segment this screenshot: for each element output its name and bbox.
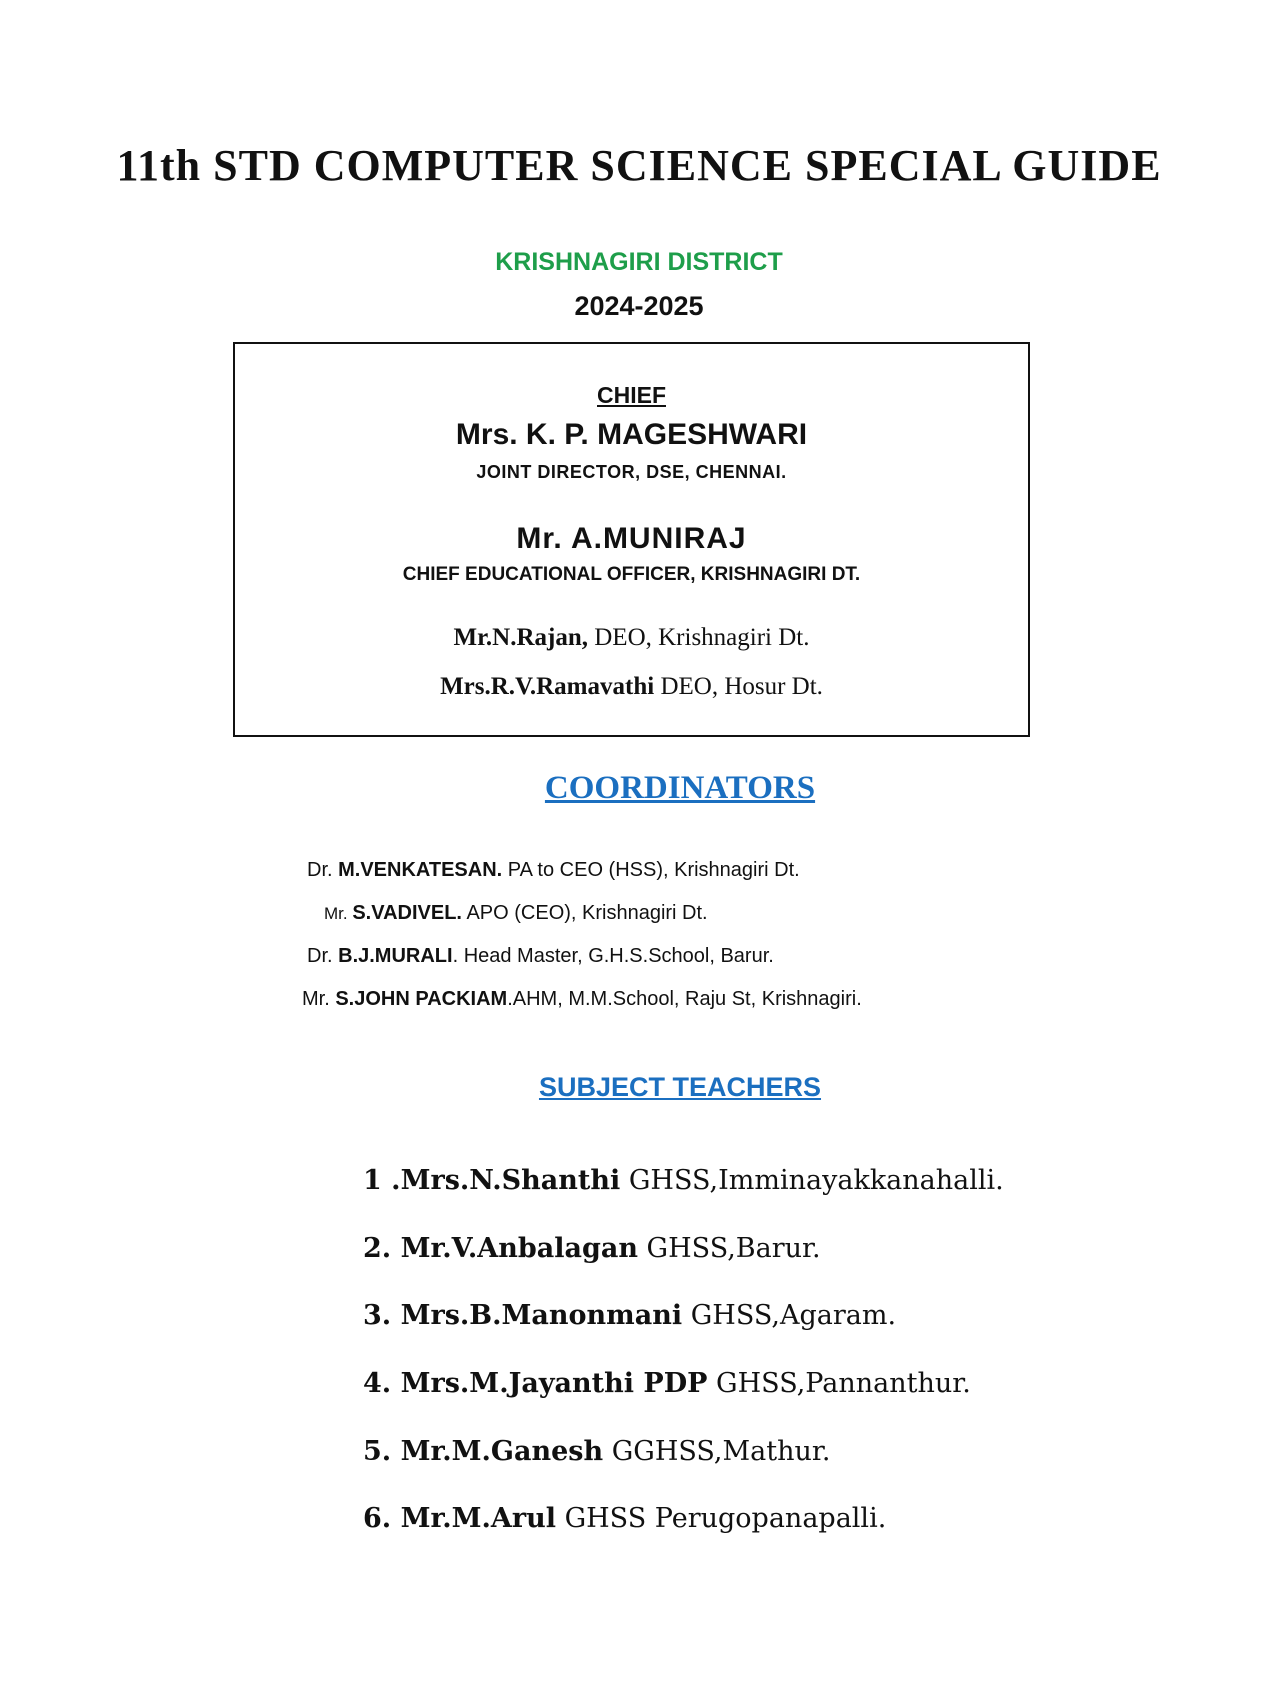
teacher-school: GHSS,Imminayakkanahalli. (620, 1165, 1004, 1196)
coordinators-heading: COORDINATORS (544, 770, 816, 806)
teacher-name: Mr.V.Anbalagan (400, 1233, 638, 1264)
teacher-item (363, 1503, 886, 1534)
chief-role: JOINT DIRECTOR, DSE, CHENNAI. (476, 462, 787, 482)
document-title: 11th STD COMPUTER SCIENCE SPECIAL GUIDE (116, 141, 1162, 190)
teacher-number: 2. (363, 1233, 401, 1264)
teacher-number: 5. (363, 1436, 401, 1467)
teacher-name: Mrs.B.Manonmani (400, 1300, 683, 1331)
teacher-item (363, 1233, 821, 1264)
teacher-item (363, 1300, 896, 1331)
ceo-role: CHIEF EDUCATIONAL OFFICER, KRISHNAGIRI DT. (402, 564, 861, 585)
deo-name: Mr.N.Rajan, (453, 624, 588, 651)
teacher-school: GHSS,Barur. (637, 1233, 821, 1264)
coordinator-name: S.JOHN PACKIAM (335, 988, 508, 1010)
teacher-school: GHSS,Pannanthur. (707, 1368, 971, 1399)
teacher-number: 1 . (363, 1165, 401, 1196)
teacher-school: GHSS Perugopanapalli. (555, 1503, 887, 1534)
chief-name: Mrs. K. P. MAGESHWARI (455, 418, 808, 451)
teacher-item (363, 1165, 1004, 1196)
deo-detail: DEO, Krishnagiri Dt. (588, 624, 810, 651)
coordinator-prefix: Mr. (324, 904, 353, 923)
ceo-name: Mr. A.MUNIRAJ (516, 522, 747, 555)
coordinator-prefix: Dr. (307, 859, 339, 881)
coordinator-detail: . Head Master, G.H.S.School, Barur. (452, 945, 774, 967)
coordinator-prefix: Mr. (302, 988, 336, 1010)
deo-detail: DEO, Hosur Dt. (654, 673, 823, 700)
teacher-number: 4. (363, 1368, 401, 1399)
deo-line (233, 673, 1030, 701)
coordinator-detail: PA to CEO (HSS), Krishnagiri Dt. (502, 859, 800, 881)
deo-name: Mrs.R.V.Ramavathi (440, 673, 655, 700)
coordinator-name: B.J.MURALI (338, 945, 453, 967)
teacher-item (363, 1436, 830, 1467)
coordinator-item (307, 859, 800, 882)
teacher-number: 3. (363, 1300, 401, 1331)
coordinator-detail: .AHM, M.M.School, Raju St, Krishnagiri. (507, 988, 862, 1010)
coordinator-name: S.VADIVEL. (352, 902, 462, 924)
teacher-school: GGHSS,Mathur. (603, 1436, 831, 1467)
coordinator-item (324, 902, 708, 925)
coordinator-item (307, 945, 774, 968)
district-name: KRISHNAGIRI DISTRICT (495, 248, 783, 276)
teacher-number: 6. (363, 1503, 401, 1534)
teacher-school: GHSS,Agaram. (682, 1300, 897, 1331)
teacher-name: Mrs.N.Shanthi (400, 1165, 621, 1196)
coordinator-detail: APO (CEO), Krishnagiri Dt. (462, 902, 708, 924)
teacher-name: Mr.M.Ganesh (400, 1436, 604, 1467)
deo-line (233, 624, 1030, 652)
coordinator-prefix: Dr. (307, 945, 339, 967)
coordinator-item (302, 988, 862, 1011)
coordinator-name: M.VENKATESAN. (338, 859, 503, 881)
chief-label: CHIEF (597, 382, 666, 408)
teacher-name: Mr.M.Arul (400, 1503, 556, 1534)
teacher-name: Mrs.M.Jayanthi PDP (400, 1368, 708, 1399)
subject-teachers-heading: SUBJECT TEACHERS (538, 1072, 822, 1102)
academic-year: 2024-2025 (574, 291, 704, 321)
teacher-item (363, 1368, 971, 1399)
